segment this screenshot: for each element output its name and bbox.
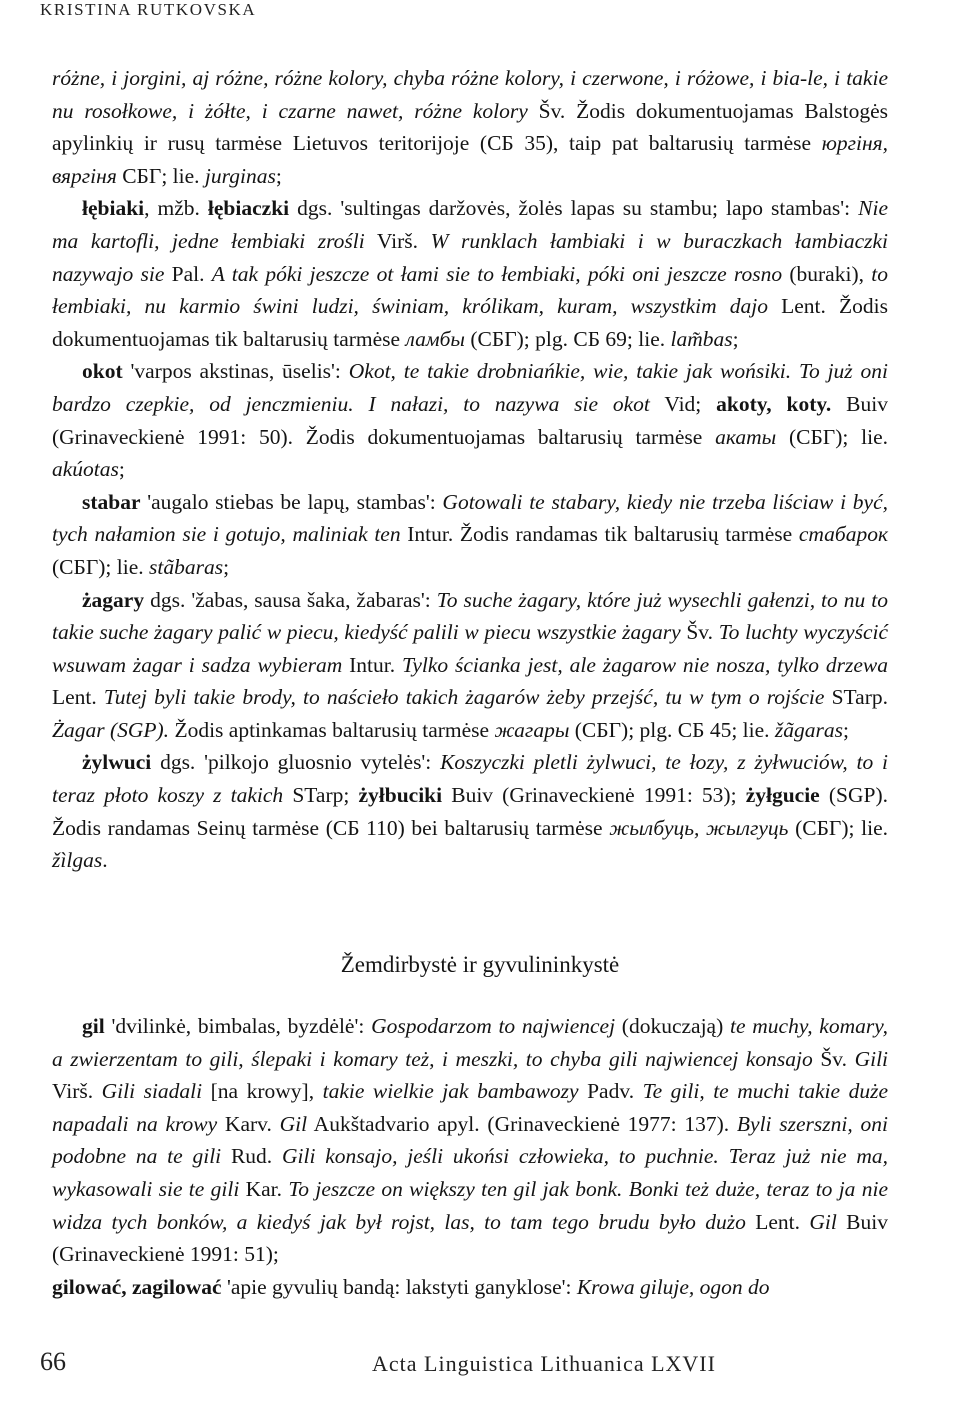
entry-lebiaki: łębiaki, mžb. łębiaczki dgs. 'sultingas daržovės, žolės lapas su stambu; lapo stambas': Nie ma kartofli, jedne łembiaki zrośli Virš. W runklach łambiaki i w buraczkach łambiaczki nazywajo sie Pal. A tak póki jeszcze ot łami sie to łembiaki, póki oni jeszcze rosno (buraki), to łembiaki, nu karmio świni ludzi, świniam, królikam, kuram, wszystkim dajo Lent. Žodis dokumentuojamas tik baltarusių tarmėse ламбы (СБГ); plg. СБ 69; lie. lam̃bas; — [52, 196, 888, 351]
headword: okot — [82, 359, 123, 384]
body-text-upper — [52, 62, 888, 877]
entry-stabar: stabar 'augalo stiebas be lapų, stambas': Gotowali te stabary, kiedy nie trzeba liściaw i być, tych nałamion sie i gotujo, maliniak ten Intur. Žodis randamas tik baltarusių tarmėse стабарок (СБГ); lie. stãbaras; — [52, 489, 889, 579]
journal-title: Acta Linguistica Lithuanica LXVII — [372, 1351, 716, 1376]
running-head: KRISTINA RUTKOVSKA — [40, 0, 257, 19]
headword: gil — [82, 1014, 105, 1038]
entry-gilowac: gilować, zagilować 'apie gyvulių bandą: lakstyti ganyklose': Krowa giluje, ogon do — [52, 1274, 770, 1299]
headword: żagary — [82, 587, 145, 612]
entry-gil: gil 'dvilinkė, bimbalas, byzdėlė': Gospodarzom to najwiencej (dokuczają) te muchy, komary, a zwierzentam to gili, ślepaki i komary też, i meszki, to chyba gili najwiencej konsajo Šv. Gili Virš. Gili siadali [na krowy], takie wielkie jak bambawozy Padv. Te gili, te muchi takie duże napadali na krowy Karv. Gil Aukštadvario apyl. (Grinaveckienė 1977: 137). Byli szerszni, oni podobne na te gili Rud. Gili konsajo, jeśli ukońsi człowieka, to puchnie. Teraz już nie ma, wykasowali sie te gili Kar. To jeszcze on większy ten gil jak bonk. Bonki też duże, teraz to ja nie widza tych bonków, a kiedyś jak był rojst, las, to tam tego brudu było dużo Lent. Gil Buiv (Grinaveckienė 1991: 51); — [52, 1014, 889, 1267]
entry-zylwuci: żylwuci dgs. 'pilkojo gluosnio vytelės': Koszyczki pletli żylwuci, te łozy, z żyłwuciów, to i teraz płoto koszy z takich STarp; żyłbuciki Buiv (Grinaveckienė 1991: 53); żyłgucie (SGP). Žodis randamas Seinų tarmėse (СБ 110) bei baltarusių tarmėse жылбуць, жылгуць (СБГ); lie. žìlgas. — [52, 750, 888, 873]
body-text-lower — [52, 1010, 888, 1303]
headword: stabar — [82, 489, 141, 514]
section-heading: Žemdirbystė ir gyvulininkystė — [340, 952, 620, 977]
entry-zagary: żagary dgs. 'žabas, sausa šaka, žabaras': To suche żagary, które już wysechli gałenzi, to nu to takie suche żagary palić w piecu, kiedyść palili w piecu wszystkie żagary Šv. To luchty wyczyścić wsuwam żagar i sadza wybieram Intur. Tylko ścianka jest, ale żagarow nie nosza, tylko drzewa Lent. Tutej byli takie brody, to naścieło takich żagarów żeby przejść, tu w tym o rojście STarp. Żagar (SGP). Žodis aptinkamas baltarusių tarmėse жагары (СБГ); plg. СБ 45; lie. žãgaras; — [52, 587, 889, 742]
page-number: 66 — [40, 1347, 66, 1376]
headword: żylwuci — [82, 750, 152, 775]
entry-okot: okot 'varpos akstinas, ūselis': Okot, te takie drobniańkie, wie, takie jak wońsiki. To już oni bardzo czepkie, od jenczmieniu. I nałazi, to nazywa sie okot Vid; akoty, koty. Buiv (Grinaveckienė 1991: 50). Žodis dokumentuojamas baltarusių tarmėse акаты (СБГ); lie. akúotas; — [52, 359, 889, 482]
headword: gilować, zagilować — [52, 1274, 222, 1299]
paragraph-jurginas: różne, i jorgini, aj różne, różne kolory, chyba różne kolory, i czerwone, i różowe, i bia-le, i takie nu rosołkowe, i żółte, i czarne nawet, różne kolory Šv. Žodis dokumentuojamas Balstogės apylinkių ir rusų tarmėse Lietuvos teritorijoje (СБ 35), taip pat baltarusių tarmėse юргіня, вяргіня СБГ; lie. jurginas; — [52, 66, 888, 188]
headword: łębiaki — [82, 196, 145, 221]
